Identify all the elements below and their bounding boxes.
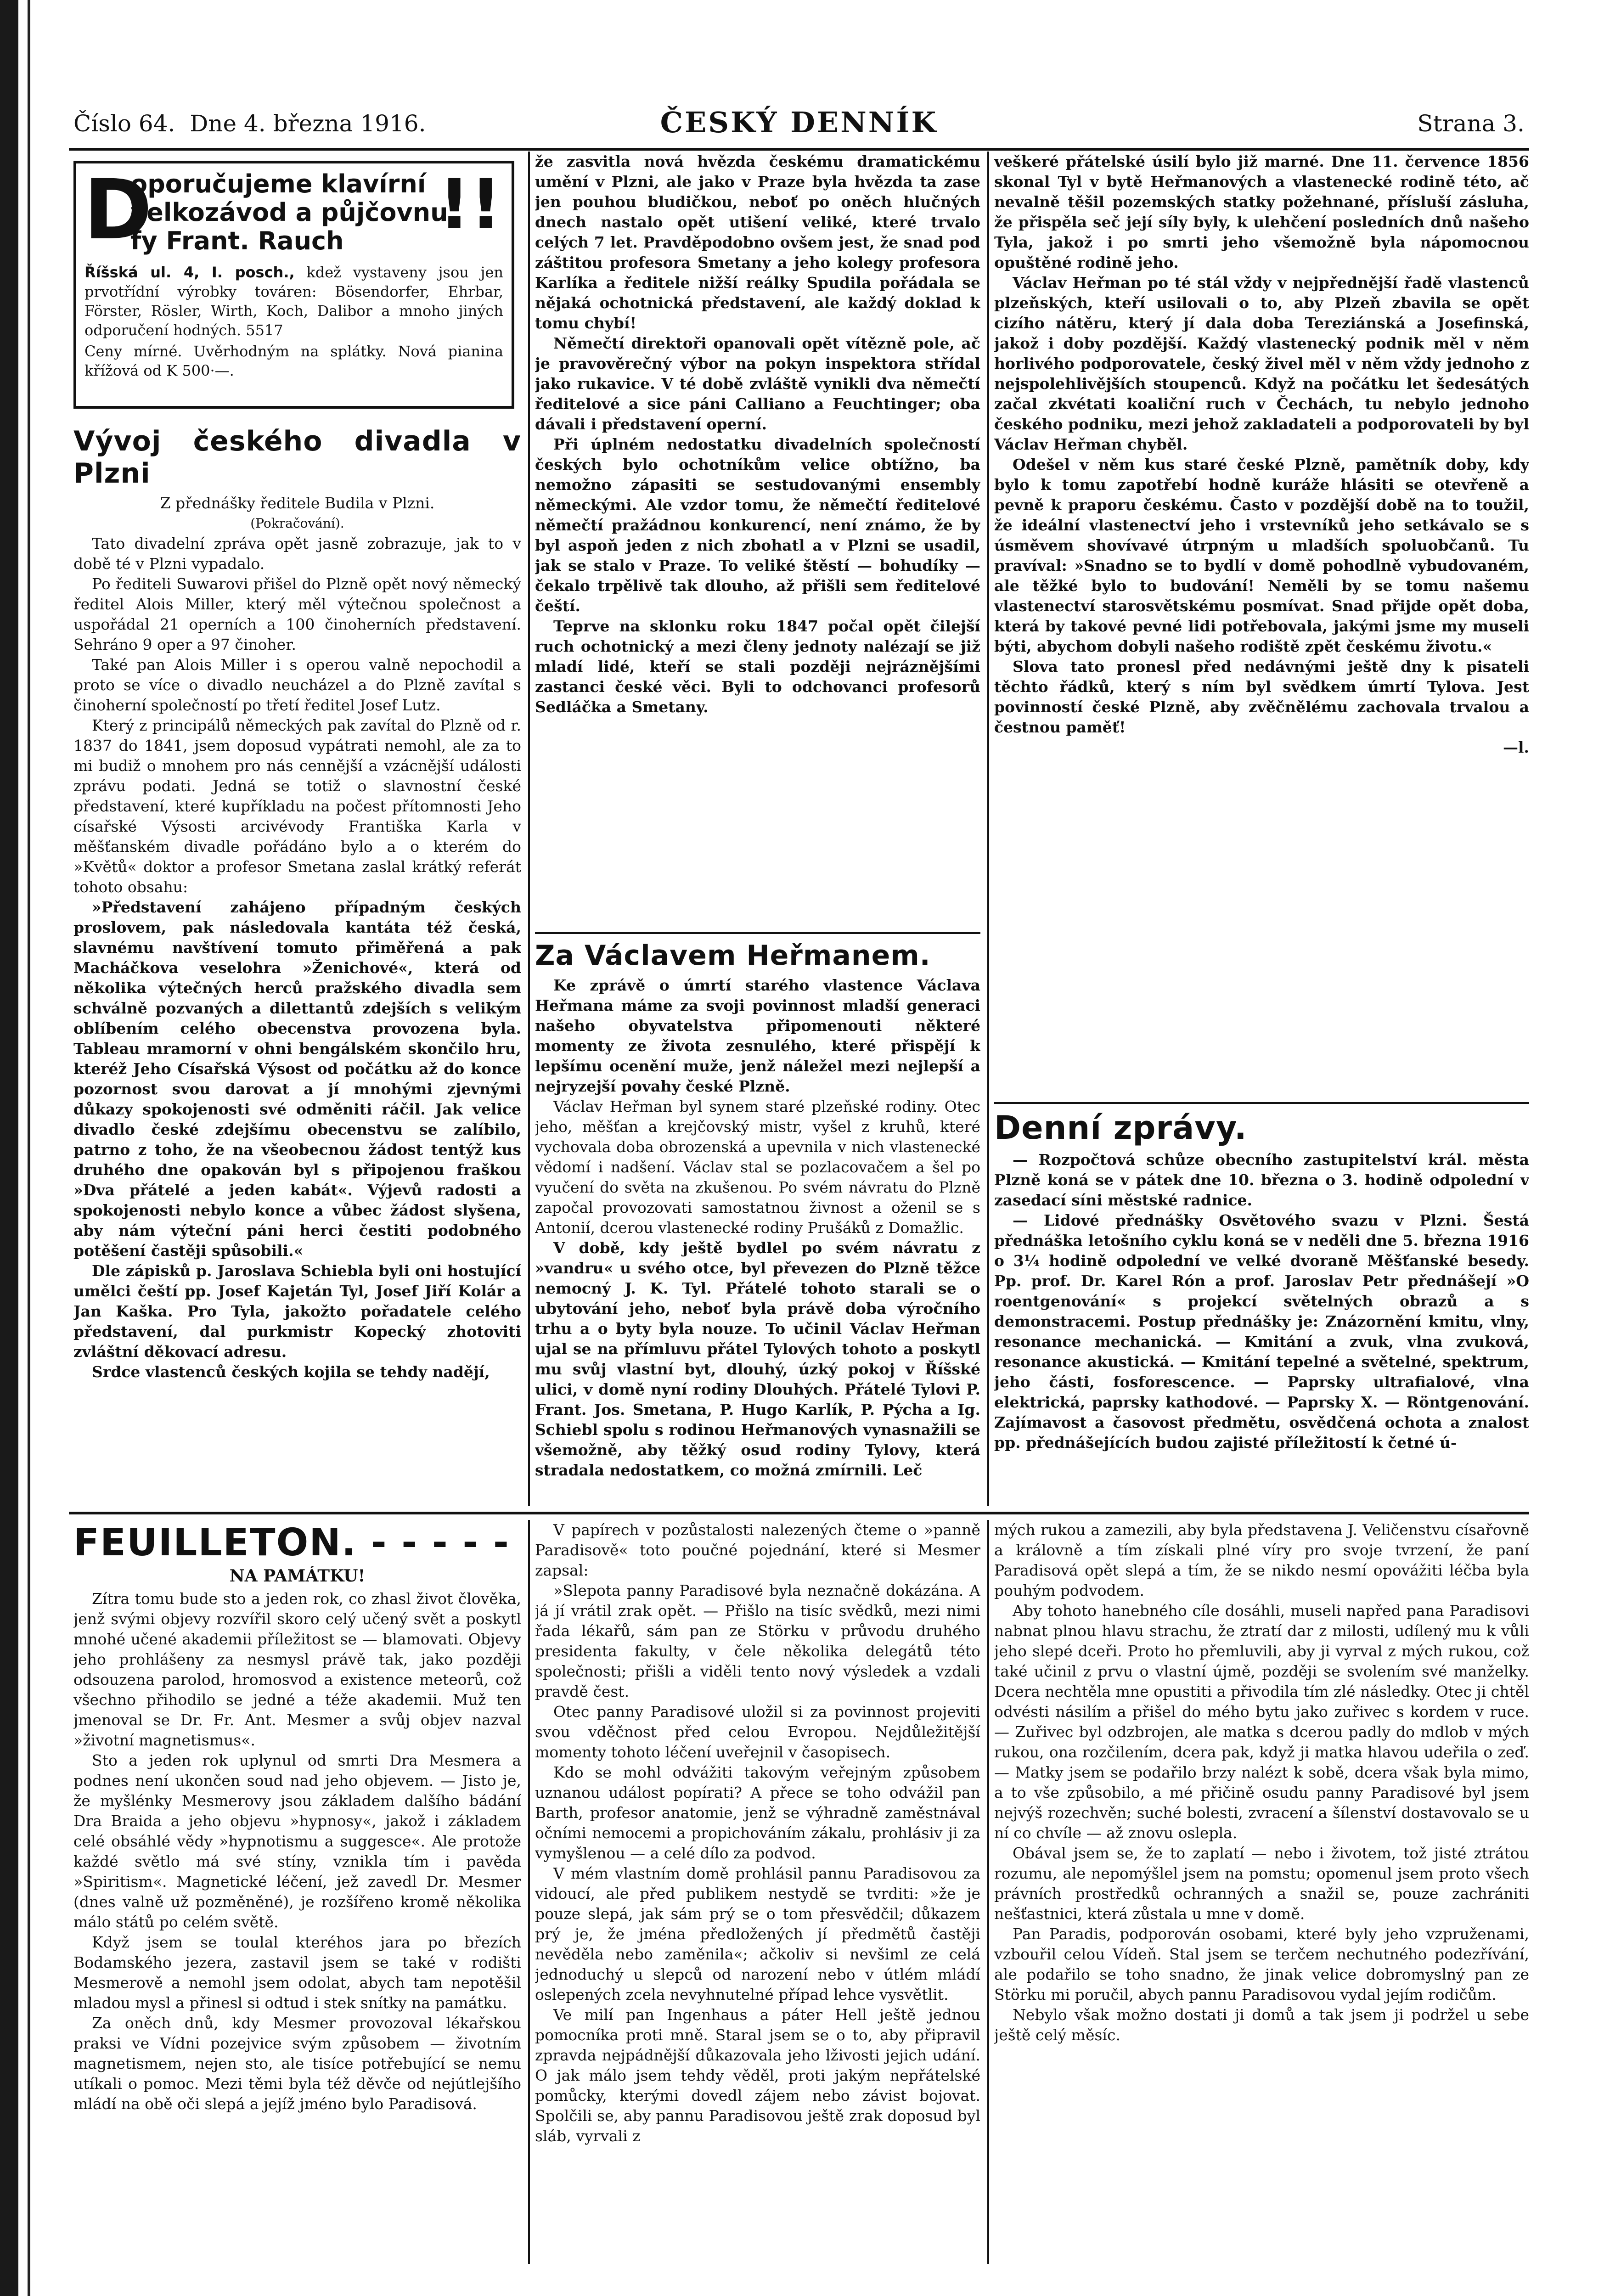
- issue-number: Číslo 64.: [73, 110, 175, 137]
- issue-date: [73, 110, 426, 137]
- feuilleton-col-1: [73, 1520, 521, 2264]
- ad-initial: D: [84, 162, 152, 258]
- scan-border: [0, 0, 18, 2296]
- feuilleton-subheading: NA PAMÁTKU!: [229, 1566, 366, 1586]
- paragraph: »Slepota panny Paradisové byla neznačně dokázána. A já jí vrátil zrak opět. — Přišlo na tisíc svědků, mezi nimi řada lékařů, sám pan ze Störku v průvodu druhého presidenta fakulty, v čele několika delegátů této společnosti; přišli a viděli tento nový výsledek a vzdali pravdě čest.: [535, 1581, 980, 1700]
- paragraph: mých rukou a zamezili, aby byla představena J. Veličenstvu císařovně a královně a tím získali plné víry pro svoje tvrzení, že paní Paradisová opět slepá a tím, že se nikdo nesmí opovážiti léčba byla pouhým podvodem.: [994, 1521, 1529, 1599]
- paragraph: Který z principálů německých pak zavítal do Plzně od r. 1837 do 1841, jsem doposud vypátrati nemohl, ale za to mi budiž o mnohem pro nás cennější a vzácnější události zprávu podati. Jedná se totiž o slavnostní české představení, které kupříkladu na počest přítomnosti Jeho císařské Výsosti arcivévody Františka Karla v měšťanském divadle pořádáno bylo a o kterém do »Květů« doktor a profesor Smetana zaslal krátký referát tohoto obsahu:: [73, 716, 521, 896]
- ad-body: [84, 263, 503, 340]
- paragraph: V době, kdy ještě bydlel po svém návratu z »vandru« u svého otce, byl převezen do Plzně těžce nemocný J. K. Tyl. Přátelé tohoto starali se o ubytování jeho, neboť byla právě doba výročního trhu a o byty byla nouze. To učinil Václav Heřman ujal se na přímluvu přátel Tylových tohoto a poskytl mu svůj vlastní byt, dlouhý, úzký pokoj v Říšské ulici, v domě nyní rodiny Dlouhých. Přátelé Tylovi P. Frant. Jos. Smetana, P. Hugo Karlík, P. Pýcha a Ig. Schiebl spolu s rodinou Heřmanových vynasnažili se všemožně, aby těžký osud rodiny Tylovy, která stradala nedostatkem, co možná zmírnili. Leč: [535, 1239, 980, 1479]
- paragraph: Ke zprávě o úmrtí starého vlastence Václava Heřmana máme za svoji povinnost mladší generaci našeho obyvatelstva připomenouti některé momenty ze života zesnulého, které přispějí k lepšímu ocenění muže, jenž náležel mezi nejlepší a nejryzejší povahy české Plzně.: [535, 976, 980, 1095]
- ad-address: Říšská ul. 4, I. posch.,: [84, 264, 295, 281]
- theatre-heading: Vývoj českého divadla v Plzni: [73, 425, 521, 490]
- paragraph: »Představení zahájeno případným českých proslovem, pak následovala kantáta též česká, slavnému navštívení tomuto přiměřená a pak Macháčkova veselohra »Ženichové«, která od několika výtečných herců pražského divadla sem schválně pozvaných a dilettantů zdejších s velikým oblíbením celého obecenstva provozena byla. Tableau mramorní v ohni bengálském skončilo hru, kteréž Jeho Císařská Výsost od počátku až do konce pozornost svou darovat a jí mnohými zjevnými důkazy spokojenosti své odměniti ráčil. Jak velice divadlo české zdejšímu obecenstvu se zalíbilo, patrno z toho, že na všeobecnou žádost tentýž kus druhého dne opakován byl s připojenou fraškou »Dva přátelé a jeden kabát«. Výjevů radosti a spokojenosti nebylo konce a vůbec žádost slyšena, aby nám výteční páni herci čestiti podobného potěšení častěji spůsobili.«: [73, 898, 521, 1260]
- column-divider: [987, 152, 989, 1506]
- daily-news: [994, 1107, 1529, 1506]
- paragraph: veškeré přátelské úsilí bylo již marné. Dne 11. července 1856 skonal Tyl v bytě Heřmanových a vlastenecké rodině této, ač nevalně těšil pozemských statky požehnané, přísluší zásluha, že přispěla seč její síly byly, k ulehčení posledních dnů našeho Tyla, jakož i po smrti jeho všemožně byla nápomocnou opuštěné rodině jeho.: [994, 152, 1529, 271]
- paragraph: Také pan Alois Miller i s operou valně nepochodil a proto se více o divadlo neucházel a do Plzně zavítal s činoherní společností po třetí ředitel Josef Lutz.: [73, 656, 521, 714]
- issue-date-text: Dne 4. března 1916.: [190, 110, 426, 137]
- paragraph: Odešel v něm kus staré české Plzně, pamětník doby, kdy bylo k tomu zapotřebí hodně kuráže hlásiti se otevřeně a pevně k praporu českému. Často v pozdější době na to toužil, že ideální vlastenectví jeho i vrstevníků jeho setkávalo se s úsměvem shovívavé útrpným u mladších spoluobčanů. Tu pravíval: »Snadno se to bydlí v domě pohodlně vybudovaném, ale těžké bylo to budování! Neměli by se tomu našemu vlastenectví starosvětskému posmívat. Snad přijde opět doba, která by takové pevné lidi potřebovala, jakými jsme my museli býti, abychom dobyli našeho rodiště zpět českému životu.«: [994, 456, 1529, 655]
- paragraph: Václav Heřman po té stál vždy v nejpřednější řadě vlastenců plzeňských, kteří usilovali o to, aby Plzeň zbavila se opět cizího nátěru, který jí dala doba Tereziánská a Josefinská, jakož i doby pozdější. Každý vlastenecký podnik měl v něm horlivého podporovatele, český živel měl v něm vždy jednoho z nejspolehlivějších stoupenců. Když na počátku let šedesátých začal zkvétati koaliční ruch v Čechách, tu nebylo jednoho českého podniku, mezi jehož zakladateli a podporovateli by byl Václav Heřman chyběl.: [994, 274, 1529, 453]
- paragraph: Aby tohoto hanebného cíle dosáhli, museli napřed pana Paradisovi nabnat plnou hlavu strachu, že ztratí dar z milosti, udílený mu k vůli jeho slepé dceři. Proto ho přemluvili, aby ji vyrval z mých rukou, což také učinil z prvu o vlastní újmě, později se svolením své manželky. Dcera nechtěla mne opustiti a přivodila tím zlé následky. Otec ji chtěl odvésti násilím a přišel do mého bytu jako zuřivec s kordem v ruce. — Zuřivec byl odzbrojen, ale matka s dcerou padly do mdlob v mých rukou, ona rozčilením, dcera pak, když ji matka hlavou udeřila o zeď. — Matky jsem se podařilo brzy nalézt k sobě, dcera však byla mimo, a to vše způsobilo, a mé přičině osudu panny Paradisové byl jsem nejvýš rozechvěn; suché bolesti, zvracení a šílenství dostavovalo se u ní co chvíle — až znovu oslepla.: [994, 1602, 1529, 1842]
- paragraph: Otec panny Paradisové uložil si za povinnost projeviti svou vděčnost před celou Evropou. Nejdůležitější momenty tohoto léčení uveřejnil v časopisech.: [535, 1703, 980, 1761]
- paragraph: Dle zápisků p. Jaroslava Schiebla byli oni hostující umělci čeští pp. Josef Kajetán Tyl, Josef Jiří Kolár a Jan Kaška. Pro Tyla, jakožto pořadatele celého představení, dal purkmistr Kopecký zhotoviti zvláštní děkovací adresu.: [73, 1262, 521, 1361]
- paragraph: V papírech v pozůstalosti nalezených čteme o »panně Paradisově« toto poučné pojednání, které si Mesmer zapsal:: [535, 1521, 980, 1579]
- theatre-continued: (Pokračování).: [250, 516, 344, 531]
- paragraph: Václav Heřman byl synem staré plzeňské rodiny. Otec jeho, měšťan a krejčovský mistr, vyšel z kruhů, které vychovala doba obrozenská a upevnila v nich vlastenecké vědomí i nadšení. Václav stal se pozlacovačem a šel po vyučení do světa na zkušenou. Po svém návratu do Plzně započal provozovati samostatnou živnost a oženil se s Antonií, dcerou vlastenecké rodiny Prušáků z Domažlic.: [535, 1097, 980, 1237]
- paragraph: Slova tato pronesl před nedávnými ještě dny k pisateli těchto řádků, který s ním byl svědkem úmrtí Tylova. Jest povinností české Plzně, aby zvěčnělému zachovala trvalou a čestnou paměť!: [994, 658, 1529, 736]
- signature: —l.: [1503, 738, 1529, 756]
- paragraph: Tato divadelní zpráva opět jasně zobrazuje, jak to v době té v Plzni vypadalo.: [73, 535, 521, 573]
- section-rule: [69, 1512, 1529, 1514]
- paragraph: Srdce vlastenců českých kojila se tehdy nadějí,: [92, 1363, 490, 1381]
- newspaper-page: [69, 106, 1529, 2264]
- article-rule: [535, 932, 980, 934]
- feuilleton-col-3: [994, 1520, 1529, 2264]
- paragraph: Kdo se mohl odvážiti takovým veřejným způsobem uznanou událost popírati? A přece se toho odvážil pan Barth, profesor anatomie, jenž se výhradně zaměstnával očními nemocemi a propichováním zákalu, prohlásiv ji za vymyšlenou — a celé dílo za podvod.: [535, 1763, 980, 1862]
- article-rule: [994, 1102, 1529, 1104]
- paragraph: že zasvitla nová hvězda českému dramatickému umění v Plzni, ale jako v Praze byla hvězda ta zase jen pouhou bludičkou, neboť po oněch hlučných dnech nastalo opět utišení veliké, které trvalo celých 7 let. Pravděpodobno ovšem jest, že snad pod záštitou profesora Smetany a jeho kolegy profesora Karlíka a ředitele nižší reálky Spudila pořádala se nějaká ochotnická představení, ale každý doklad k tomu chybí!: [535, 152, 980, 332]
- daily-news-heading: Denní zprávy.: [994, 1109, 1247, 1147]
- ad-title: oporučujeme klavírní velkozávod a půjčovnu fy Frant. Rauch: [130, 169, 448, 255]
- page-number: Strana 3.: [1417, 110, 1525, 137]
- piano-advertisement: [73, 161, 514, 409]
- paragraph: Zítra tomu bude sto a jeden rok, co zhasl život člověka, jenž svými objevy rozvířil skoro celý učený svět a poskytl mnohé učené akademii příležitost se — blamovati. Objevy jeho prohlášeny za nesmysl právě tak, jako později odsouzena parolod, hromosvod a existence meteorů, což všechno přihodilo se jedné a téže akademii. Muž ten jmenoval se Dr. Fr. Ant. Mesmer a svůj objev nazval »životní magnetismus«.: [73, 1590, 521, 1749]
- scan-border-line: [28, 0, 30, 2296]
- column-divider: [987, 1520, 989, 2264]
- herman-heading: Za Václavem Heřmanem.: [535, 940, 931, 972]
- paragraph: Nebylo však možno dostati ji domů a tak jsem ji podržel u sebe ještě celý měsíc.: [994, 2006, 1529, 2044]
- paragraph: Němečtí direktoři opanovali opět vítězně pole, ač je pravověrečný výbor na pokyn inspektora střídal jako rukavice. V té době zvláště vynikli dva němečtí ředitelové a sice páni Calliano a Feuchtinger; oba dávali i představení operní.: [535, 334, 980, 433]
- masthead-title: ČESKÝ DENNÍK: [660, 106, 938, 139]
- paragraph: Při úplném nedostatku divadelních společností českých bylo ochotníkům velice obtížno, ba nemožno zápasiti se sestudovanými ensembly německými. Ale vzdor tomu, že němečtí ředitelové němečtí pražádnou konkurencí, není známo, že by byl aspoň jeden z nich zbohatl a v Plzni se usadil, jak se stalo v Praze. To veliké štěstí — bohudíky — čekalo trpělivě tak dlouho, až přišli sem ředitelové čeští.: [535, 435, 980, 615]
- page-header: [69, 106, 1529, 147]
- theatre-article-continued: [535, 152, 980, 928]
- paragraph: Pan Paradis, podporován osobami, které byly jeho vzpruženami, vzbouřil celou Vídeň. Stal jsem se terčem nechutného podezřívání, ale podařilo se toho snadno, že jinak velice dobromyslný pan ze Störku mi poručil, abych pannu Paradisovou vydal jejím rodičům.: [994, 1925, 1529, 2003]
- paragraph: Sto a jeden rok uplynul od smrti Dra Mesmera a podnes není ukončen soud nad jeho objevem. — Jisto je, že myšlénky Mesmerovy jsou základem dalšího bádání Dra Braida a jeho objevu »hypnosy«, jakož i základem celé obsáhlé vědy »hypnotismu a suggesce«. Ale protože každé světlo má své stíny, vznikla tím i pavěda »Spiritism«. Magnetické léčení, jež zavedl Dr. Mesmer (dnes valně už pozměněné), je rozšířeno kromě několika málo států po celém světě.: [73, 1751, 521, 1931]
- feuilleton-heading: FEUILLETON. - - - - -: [73, 1521, 510, 1564]
- ad-prices: Ceny mírné. Uvěrhodným na splátky. Nová pianina křížová od K 500·—.: [84, 343, 503, 379]
- paragraph: V mém vlastním domě prohlásil pannu Paradisovou za vidoucí, ale před publikem nestydě se tvrditi: »že je pouze slepá, jak sám prý se o tom přesvědčil; důkazem prý je, že jména předložených jí předmětů častěji nevěděla nebo zaměnila«; ačkoliv si nevšiml ze celá jednoduchý u slepců od narození nebo v útlém mládí oslepených zcela nevyhnutelné případ lehce vysvětlit.: [535, 1864, 980, 2003]
- paragraph: Za oněch dnů, kdy Mesmer provozoval lékařskou praksi ve Vídni pozejvice svým způsobem — životním magnetismem, nejen sto, ale tisíce potřebující se nemu utíkali o pomoc. Mezi těmi byla též děvče od nejútlejšího mládí na obě oči slepá a jejíž jméno bylo Paradisová.: [73, 2014, 521, 2113]
- ad-exclamation: !!: [439, 165, 501, 245]
- news-item: — Rozpočtová schůze obecního zastupitelství král. města Plzně koná se v pátek dne 10. března o 3. hodině odpolední v zasedací síni městské radnice.: [994, 1151, 1529, 1209]
- herman-article: [535, 937, 980, 1506]
- paragraph: Obával jsem se, že to zaplatí — nebo i životem, tož jisté ztrátou rozumu, ale nepomýšlel jsem na pomstu; opomenul jsem proto všech právních prostředků ochranných a snažil se, pouze zachrániti nešťastnici, která zůstala u mne v domě.: [994, 1844, 1529, 1923]
- paragraph: Po řediteli Suwarovi přišel do Plzně opět nový německý ředitel Alois Miller, který měl výtečnou společnost a uspořádal 21 operních a 100 činoherních představení. Sehráno 9 oper a 97 činoher.: [73, 575, 521, 653]
- column-divider: [528, 152, 530, 1506]
- news-item: — Lidové přednášky Osvětového svazu v Plzni. Šestá přednáška letošního cyklu koná se v neděli dne 5. března 1916 o 3¼ hodině odpolední ve velké dvoraně Měšťanské besedy. Pp. prof. Dr. Karel Rón a prof. Jaroslav Petr přednášejí »O roentgenování« s projekcí světelných obrazů a s demonstracemi. Postup přednášky je: Znázornění kmitu, vlny, resonance mechanická. — Kmitání a zvuk, vlna zvuková, resonance akustická. — Kmitání tepelné a světelné, spektrum, jeho části, fosforescence. — Paprsky ultrafialové, vlna elektrická, paprsky kathodové. — Paprsky X. — Röntgenování. Zajímavost a časovost předmětu, osvědčená ochota a znalost pp. přednášejících budou zajisté příležitostí k četné ú-: [994, 1211, 1529, 1452]
- header-rule: [69, 148, 1529, 151]
- column-divider: [528, 1520, 530, 2264]
- paragraph: Ve milí pan Ingenhaus a páter Hell ještě jednou pomocníka proti mně. Staral jsem se o to, aby připravil zpravda nejpádnější důkazovala jeho lživosti jejich udání. O jak málo jsem tehdy věděl, proti jakým nepřátelské pomůcky, kterými dovedl zájem nebo závist bojovat. Spolčili se, aby pannu Paradisovou ještě zrak doposud byl sláb, vyrvali z: [535, 2006, 980, 2145]
- paragraph: Teprve na sklonku roku 1847 počal opět čilejší ruch ochotnický a mezi členy jednoty nalézají se již mladí lidé, kteří se stali později nejráznějšími zastanci české věci. Byli to odchovanci profesorů Sedláčka a Smetany.: [535, 617, 980, 716]
- paragraph: Když jsem se toulal kteréhos jara po březích Bodamského jezera, zastavil jsem se také v rodišti Mesmerově a nemohl jsem odolat, abych tam nepotěšil mladou mysl a přinesl si odtud i stek snítky na památku.: [73, 1933, 521, 2012]
- theatre-subheading: Z přednášky ředitele Budila v Plzni.: [160, 494, 435, 512]
- feuilleton-col-2: [535, 1520, 980, 2264]
- ad-text: kdež vystaveny jsou jen prvotřídní výrobky továren: Bösendorfer, Ehrbar, Förster, Rösler, Wirth, Koch, Dalibor a mnoho jiných odporučení hodných. 5517: [84, 264, 504, 339]
- theatre-article: [73, 422, 521, 1506]
- herman-article-continued: [994, 152, 1529, 1097]
